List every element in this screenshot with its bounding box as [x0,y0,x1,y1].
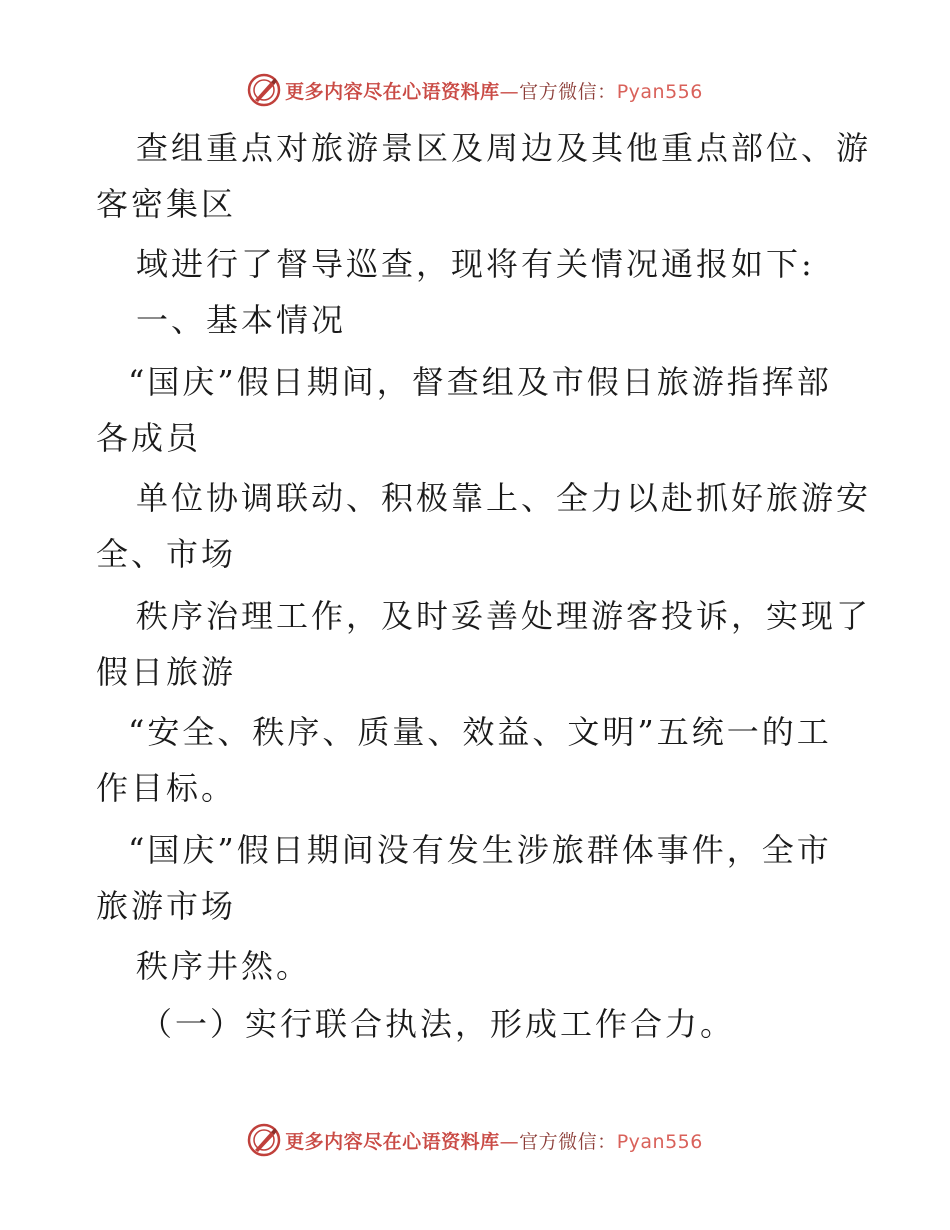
banner-dash: — [499,1130,520,1153]
banner-wechat-id: Pyan556 [616,80,703,103]
banner-text [285,77,703,104]
text-line: 旅游市场 [96,887,237,925]
text-line: 作目标。 [96,769,237,807]
text-line: 各成员 [96,419,202,457]
text-line: 单位协调联动、积极靠上、全力以赴抓好旅游安 [136,479,872,517]
banner-official-label: 官方微信： [519,80,617,103]
subsection-heading: （一）实行联合执法，形成工作合力。 [140,1005,736,1043]
banner-wechat-id: Pyan556 [616,1130,703,1153]
text-line: 全、市场 [96,535,237,573]
text-line: “国庆”假日期间，督查组及市假日旅游指挥部 [128,363,832,401]
text-line: 客密集区 [96,185,237,223]
header-banner [0,70,950,110]
text-line: 秩序治理工作，及时妥善处理游客投诉，实现了 [136,597,872,635]
banner-brand: 更多内容尽在心语资料库 [285,80,500,103]
banner-text [285,1127,703,1154]
logo-icon [247,73,281,107]
banner-official-label: 官方微信： [519,1130,617,1153]
footer-banner [0,1120,950,1160]
text-line: 查组重点对旅游景区及周边及其他重点部位、游 [136,129,872,167]
logo-icon [247,1123,281,1157]
banner-brand: 更多内容尽在心语资料库 [285,1130,500,1153]
text-line: “国庆”假日期间没有发生涉旅群体事件，全市 [128,831,832,869]
section-heading: 一、基本情况 [136,301,347,339]
text-line: 假日旅游 [96,653,237,691]
text-line: 秩序井然。 [136,947,312,985]
text-line: “安全、秩序、质量、效益、文明”五统一的工 [128,713,832,751]
banner-dash: — [499,80,520,103]
text-line: 域进行了督导巡查，现将有关情况通报如下: [136,245,815,283]
